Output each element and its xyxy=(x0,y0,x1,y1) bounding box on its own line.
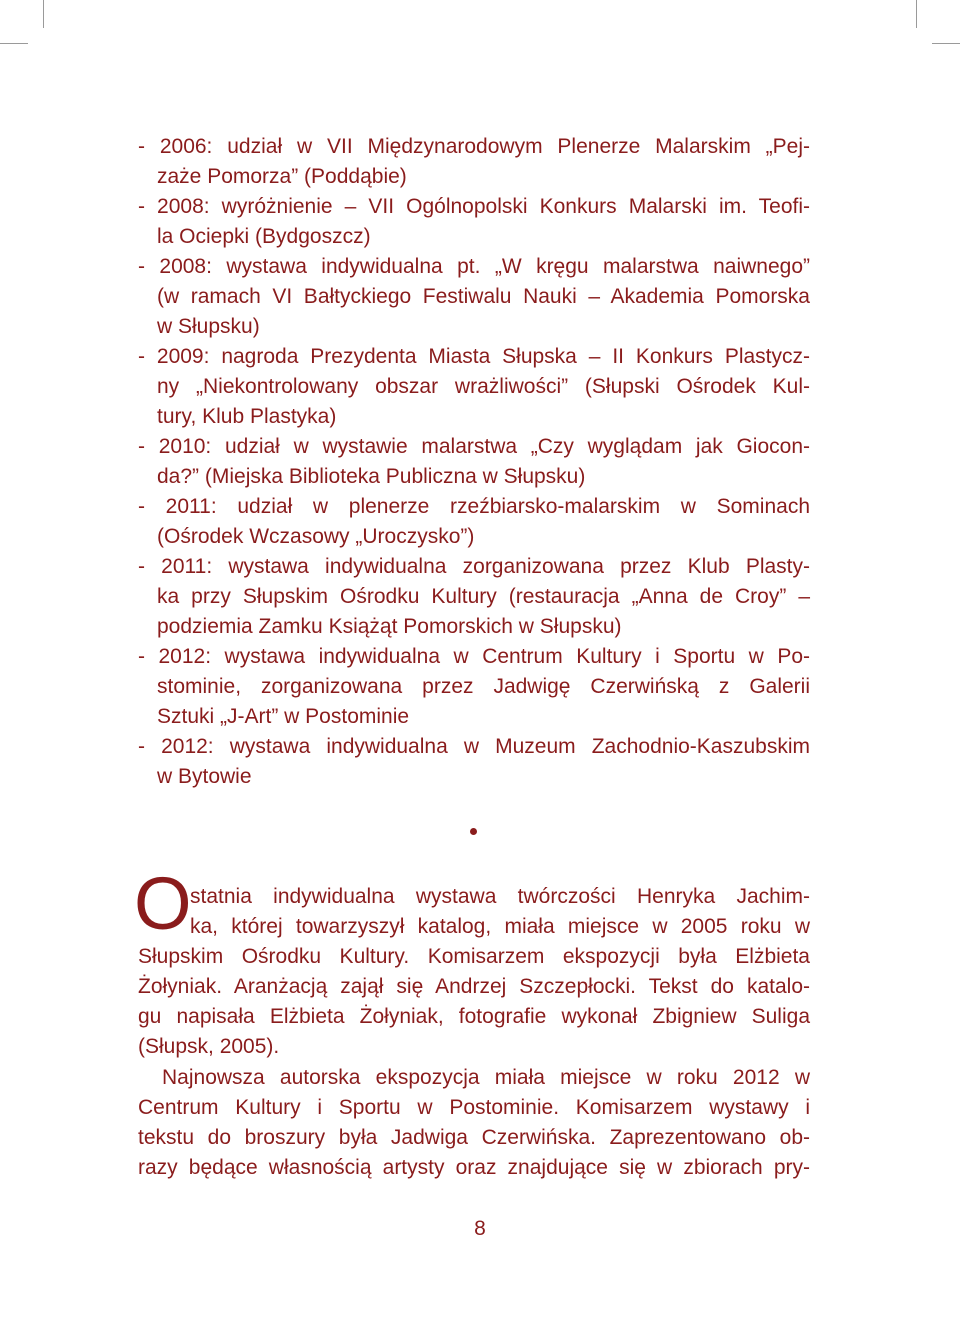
drop-cap: O xyxy=(134,862,192,945)
list-line: - 2012: wystawa indywidualna w Muzeum Zachodnio-Kaszubskim xyxy=(138,735,810,758)
para2-line: tekstu do broszury była Jadwiga Czerwińska. Zaprezentowano ob- xyxy=(138,1126,810,1149)
para1-line: gu napisała Elżbieta Żołyniak, fotografie wykonał Zbigniew Suliga xyxy=(138,1005,810,1028)
list-line: - 2010: udział w wystawie malarstwa „Czy wyglądam jak Giocon- xyxy=(138,435,810,458)
para1-line: ka, której towarzyszył katalog, miała miejsce w 2005 roku w xyxy=(190,915,810,938)
list-line: - 2008: wystawa indywidualna pt. „W kręgu malarstwa naiwnego” xyxy=(138,255,810,278)
list-line: tury, Klub Plastyka) xyxy=(157,405,337,428)
list-line: ny „Niekontrolowany obszar wrażliwości” (Słupski Ośrodek Kul- xyxy=(157,375,810,398)
crop-mark-top-right-h xyxy=(932,43,960,44)
list-line: - 2012: wystawa indywidualna w Centrum Kultury i Sportu w Po- xyxy=(138,645,810,668)
crop-mark-top-right xyxy=(916,0,917,28)
para1-line: (Słupsk, 2005). xyxy=(138,1035,280,1058)
list-line: da?” (Miejska Biblioteka Publiczna w Słupsku) xyxy=(157,465,586,488)
list-line: la Ociepki (Bydgoszcz) xyxy=(157,225,371,248)
para2-line: Centrum Kultury i Sportu w Postominie. Komisarzem wystawy i xyxy=(138,1096,810,1119)
list-line: ka przy Słupskim Ośrodku Kultury (restauracja „Anna de Croy” – xyxy=(157,585,810,608)
crop-mark-top-left xyxy=(43,0,44,28)
list-line: podziemia Zamku Książąt Pomorskich w Słupsku) xyxy=(157,615,622,638)
list-line: w Bytowie xyxy=(157,765,252,788)
para2-line: razy będące własnością artysty oraz znajdujące się w zbiorach pry- xyxy=(138,1156,810,1179)
list-line: - 2011: udział w plenerze rzeźbiarsko-malarskim w Sominach xyxy=(138,495,810,518)
para1-line: Żołyniak. Aranżacją zajął się Andrzej Szczepłocki. Tekst do katalo- xyxy=(138,975,810,998)
para2-line: Najnowsza autorska ekspozycja miała miejsce w roku 2012 w xyxy=(162,1066,810,1089)
section-divider-bullet xyxy=(470,828,477,835)
list-line: - 2009: nagroda Prezydenta Miasta Słupska – II Konkurs Plastycz- xyxy=(138,345,810,368)
para1-line: Słupskim Ośrodku Kultury. Komisarzem ekspozycji była Elżbieta xyxy=(138,945,810,968)
list-line: Sztuki „J-Art” w Postominie xyxy=(157,705,410,728)
list-line: zaże Pomorza” (Poddąbie) xyxy=(157,165,407,188)
list-line: - 2006: udział w VII Międzynarodowym Plenerze Malarskim „Pej- xyxy=(138,135,810,158)
list-line: w Słupsku) xyxy=(157,315,260,338)
page-number: 8 xyxy=(474,1217,486,1240)
list-line: (w ramach VI Bałtyckiego Festiwalu Nauki – Akademia Pomorska xyxy=(157,285,810,308)
crop-mark-top-left-h xyxy=(0,43,28,44)
list-line: - 2011: wystawa indywidualna zorganizowana przez Klub Plasty- xyxy=(138,555,810,578)
list-line: (Ośrodek Wczasowy „Uroczysko”) xyxy=(157,525,475,548)
list-line: - 2008: wyróżnienie – VII Ogólnopolski Konkurs Malarski im. Teofi- xyxy=(138,195,810,218)
para1-line: statnia indywidualna wystawa twórczości Henryka Jachim- xyxy=(190,885,810,908)
list-line: stominie, zorganizowana przez Jadwigę Czerwińską z Galerii xyxy=(157,675,810,698)
